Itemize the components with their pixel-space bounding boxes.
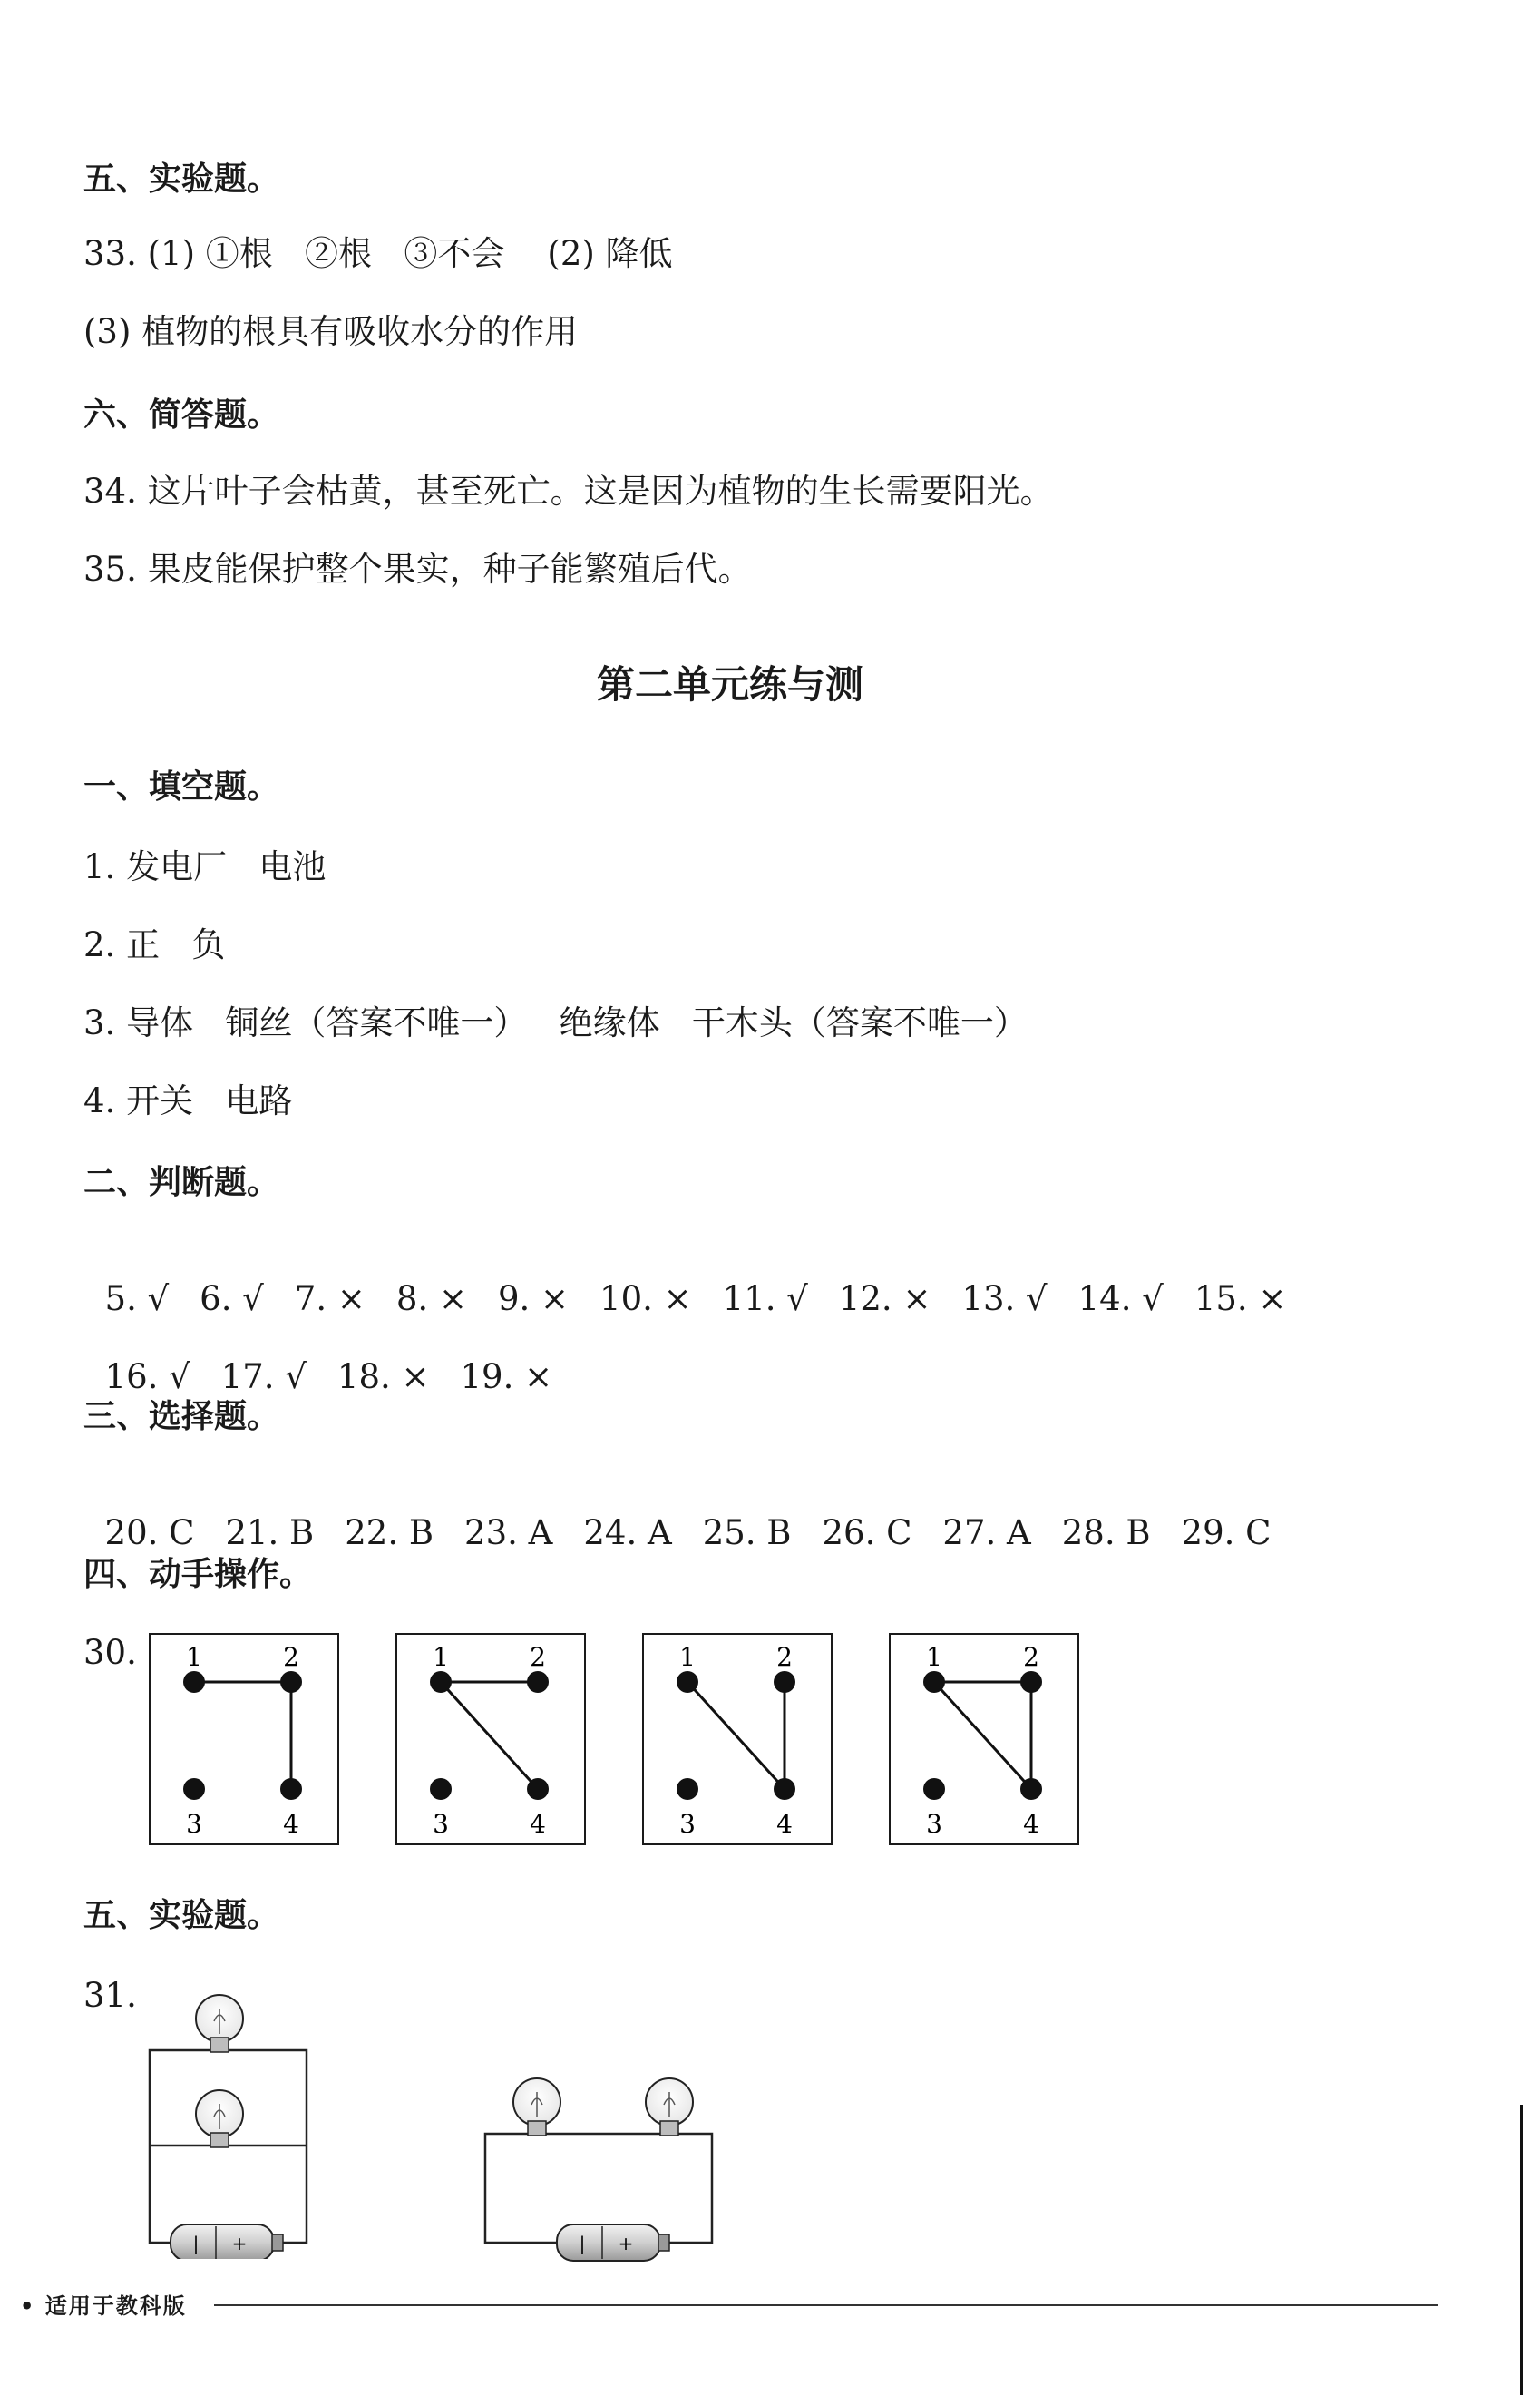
point-2 [1020,1671,1042,1693]
judge-answer: 6. √ [200,1279,264,1318]
page-edge-line [1520,2105,1523,2395]
choice-row [83,1473,1301,1553]
judge-row-2 [83,1317,583,1397]
point-1 [430,1671,452,1693]
section-heading-experiment: 五、实验题。 [83,1897,280,1934]
point-2 [527,1671,549,1693]
point-label: 1 [926,1642,942,1672]
judge-answer: 11. √ [722,1279,808,1318]
section-heading-choice: 三、选择题。 [83,1398,280,1435]
battery-plus-label: + [231,2233,248,2254]
section-heading-experiment-prev: 五、实验题。 [83,161,280,198]
judge-answer: 17. √ [220,1357,307,1396]
judge-answer: 5. √ [104,1279,170,1318]
answer-q4: 4. 开关 电路 [83,1081,293,1120]
choice-answer: 27. A [942,1513,1031,1552]
point-3 [677,1778,698,1800]
wire [934,1682,1031,1789]
answer-q1: 1. 发电厂 电池 [83,847,327,886]
point-3 [923,1778,945,1800]
light-bulb-icon [646,2078,693,2136]
point-label: 3 [433,1809,449,1839]
point-label: 2 [530,1642,546,1672]
connection-diagram-1 [151,1635,341,1847]
choice-answer: 26. C [822,1513,912,1552]
answer-q3: 3. 导体 铜丝（答案不唯一） 绝缘体 干木头（答案不唯一） [83,1003,1028,1042]
question-number-31: 31. [83,1976,137,2015]
judge-answer: 12. × [838,1279,931,1318]
answer-q35: 35. 果皮能保护整个果实，种子能繁殖后代。 [83,550,752,589]
point-1 [677,1671,698,1693]
answer-q2: 2. 正 负 [83,925,226,964]
battery-minus-label: | [192,2233,200,2254]
point-2 [280,1671,302,1693]
point-1 [183,1671,205,1693]
point-label: 4 [283,1809,299,1839]
point-4 [774,1778,795,1800]
battery-plus-label: + [618,2233,634,2254]
point-3 [430,1778,452,1800]
series-circuit-diagram [472,2059,726,2268]
point-label: 4 [530,1809,546,1839]
connection-diagram-3 [644,1635,834,1847]
judge-answer: 16. √ [104,1357,190,1396]
choice-answer: 28. B [1061,1513,1151,1552]
wire [687,1682,785,1789]
judge-answer: 13. √ [961,1279,1048,1318]
section-heading-short-answer: 六、简答题。 [83,396,280,434]
judge-answer: 19. × [460,1357,553,1396]
choice-answer: 29. C [1181,1513,1272,1552]
question-number-30: 30. [83,1633,137,1672]
wire [485,2134,559,2243]
point-4 [1020,1778,1042,1800]
point-1 [923,1671,945,1693]
point-4 [527,1778,549,1800]
choice-answer: 21. B [225,1513,315,1552]
judge-row-1 [83,1239,1317,1319]
light-bulb-icon [196,2090,243,2147]
judge-answer: 15. × [1194,1279,1287,1318]
point-label: 1 [679,1642,696,1672]
wire [441,1682,538,1789]
answer-q33-line2: (3) 植物的根具有吸收水分的作用 [83,312,579,351]
point-label: 1 [186,1642,202,1672]
point-label: 4 [1023,1809,1039,1839]
point-label: 2 [283,1642,299,1672]
choice-answer: 22. B [345,1513,434,1552]
point-label: 2 [776,1642,793,1672]
point-label: 3 [186,1809,202,1839]
point-label: 1 [433,1642,449,1672]
judge-answer: 9. × [497,1279,570,1318]
point-3 [183,1778,205,1800]
section-heading-fill: 一、填空题。 [83,768,280,806]
wire [662,2134,712,2243]
battery-icon [557,2224,669,2261]
judge-answer: 14. √ [1077,1279,1164,1318]
connection-box-2 [395,1633,586,1845]
point-label: 3 [679,1809,696,1839]
point-label: 2 [1023,1642,1039,1672]
judge-answer: 18. × [336,1357,430,1396]
footer-divider [214,2304,1438,2306]
point-2 [774,1671,795,1693]
choice-answer: 25. B [702,1513,792,1552]
judge-answer: 10. × [599,1279,692,1318]
light-bulb-icon [196,1995,243,2052]
connection-box-1 [149,1633,339,1845]
footer-edition-label: • 适用于教科版 [20,2293,187,2319]
connection-box-4 [889,1633,1079,1845]
battery-icon [171,2224,283,2259]
battery-minus-label: | [579,2233,586,2254]
judge-answer: 8. × [395,1279,467,1318]
answer-q34: 34. 这片叶子会枯黄，甚至死亡。这是因为植物的生长需要阳光。 [83,472,1054,511]
choice-answer: 20. C [104,1513,195,1552]
choice-answer: 23. A [464,1513,553,1552]
point-4 [280,1778,302,1800]
connection-box-3 [642,1633,833,1845]
section-heading-hands-on: 四、动手操作。 [83,1556,313,1593]
point-label: 3 [926,1809,942,1839]
light-bulb-icon [513,2078,560,2136]
connection-diagram-4 [891,1635,1081,1847]
judge-answer: 7. × [294,1279,366,1318]
parallel-circuit-diagram [136,1978,336,2259]
section-heading-judge: 二、判断题。 [83,1164,280,1201]
choice-answer: 24. A [583,1513,672,1552]
unit-title: 第二单元练与测 [596,662,863,707]
answer-q33-line1: 33. (1) ①根 ②根 ③不会 (2) 降低 [83,234,673,273]
point-label: 4 [776,1809,793,1839]
connection-diagram-2 [397,1635,588,1847]
